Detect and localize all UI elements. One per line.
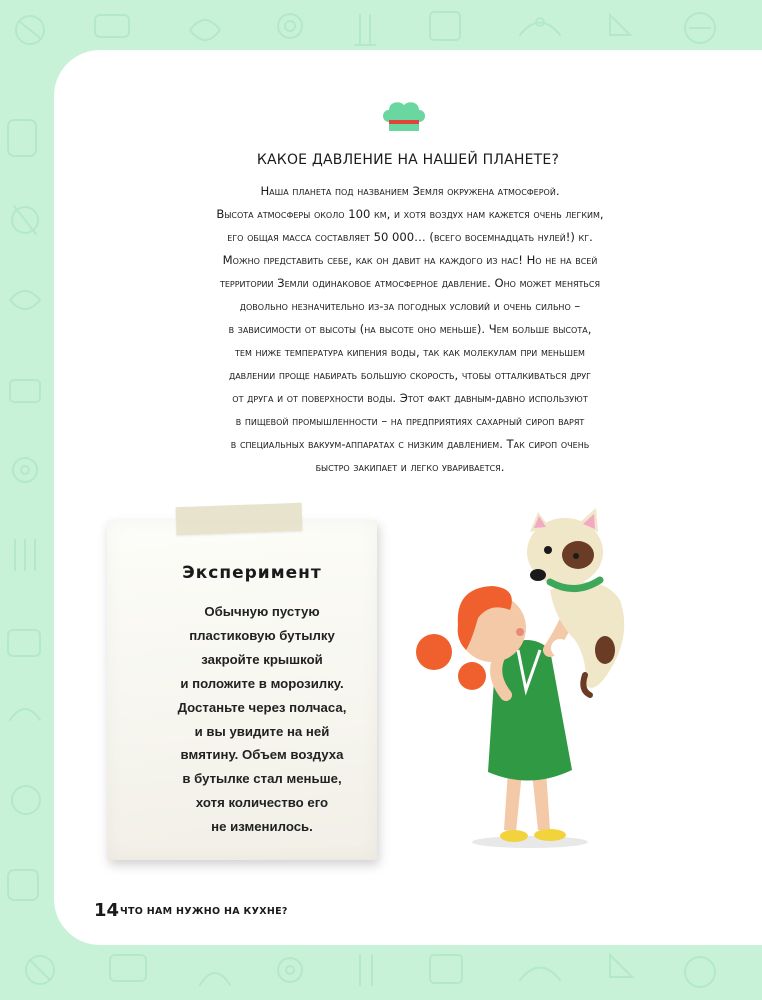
- chef-hat-icon: [381, 100, 427, 134]
- section-body: [150, 180, 670, 479]
- experiment-text: [107, 600, 417, 839]
- experiment-line: вмятину. Объем воздуха: [180, 747, 344, 763]
- body-line: Высота атмосферы около 100 км, и хотя воздух нам кажется очень легким,: [216, 207, 604, 221]
- experiment-line: Достаньте через полчаса,: [177, 699, 347, 715]
- tape-strip: [176, 503, 303, 535]
- experiment-line: не изменилось.: [211, 819, 313, 835]
- experiment-line: закройте крышкой: [201, 651, 323, 667]
- body-line: тем ниже температура кипения воды, так как молекулам при меньшем: [235, 345, 585, 359]
- body-line: Можно представить себе, как он давит на каждого из нас! Но не на всей: [222, 253, 598, 267]
- experiment-line: и вы увидите на ней: [194, 723, 330, 739]
- body-line: от друга и от поверхности воды. Этот факт давным-давно используют: [232, 391, 588, 405]
- body-line: его общая масса составляет 50 000… (всего восемнадцать нулей!) кг.: [227, 230, 593, 244]
- running-title: ЧТО НАМ НУЖНО НА КУХНЕ?: [120, 906, 288, 917]
- body-line: быстро закипает и легко уваривается.: [315, 460, 505, 474]
- experiment-line: пластиковую бутылку: [189, 627, 335, 643]
- body-line: довольно незначительно из-за погодных условий и очень сильно –: [239, 299, 581, 313]
- body-line: Наша планета под названием Земля окружена атмосферой.: [260, 184, 560, 198]
- experiment-title: Эксперимент: [182, 563, 322, 583]
- body-line: в пищевой промышленности – на предприятиях сахарный сироп варят: [235, 414, 585, 428]
- body-line: территории Земли одинаковое атмосферное давление. Оно может меняться: [219, 276, 601, 290]
- experiment-line: и положите в морозилку.: [180, 675, 344, 691]
- experiment-line: Обычную пустую: [204, 604, 320, 619]
- experiment-line: хотя количество его: [195, 795, 329, 811]
- girl-holding-puppy-illustration: [400, 500, 650, 860]
- body-line: в зависимости от высоты (на высоте оно меньше). Чем больше высота,: [228, 322, 592, 336]
- body-line: в специальных вакуум-аппаратах с низким давлением. Так сироп очень: [230, 437, 590, 451]
- body-line: давлении проще набирать большую скорость, чтобы отталкиваться друг: [228, 368, 592, 382]
- section-title: КАКОЕ ДАВЛЕНИЕ НА НАШЕЙ ПЛАНЕТЕ?: [256, 152, 560, 168]
- page-number: 14: [94, 900, 120, 921]
- experiment-line: в бутылке стал меньше,: [182, 771, 342, 787]
